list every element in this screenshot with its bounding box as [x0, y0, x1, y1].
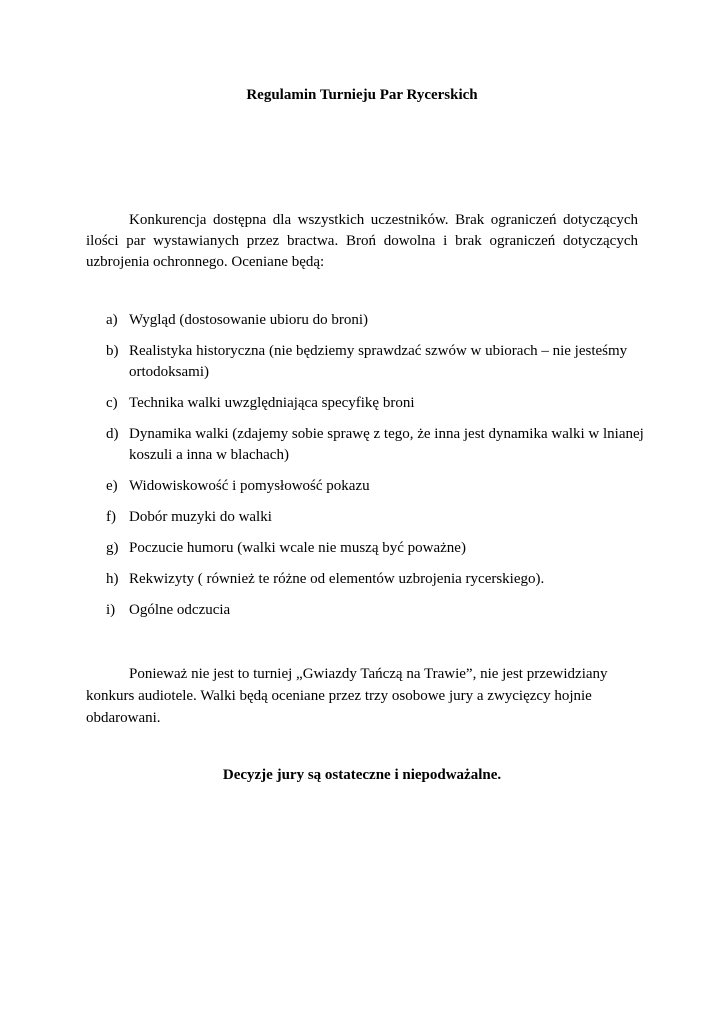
list-marker: b)	[106, 343, 119, 359]
list-item	[86, 569, 646, 590]
list-item	[86, 476, 646, 497]
document-title: Regulamin Turnieju Par Rycerskich	[246, 87, 478, 103]
list-item	[86, 393, 646, 414]
list-marker: a)	[106, 312, 118, 328]
list-marker: c)	[106, 395, 118, 411]
list-item	[86, 424, 646, 466]
list-item	[86, 600, 646, 621]
list-marker: i)	[106, 602, 116, 618]
list-marker: h)	[106, 571, 119, 587]
list-item-text: Realistyka historyczna (nie będziemy sprawdzać szwów w ubiorach – nie jesteśmy ortodoksami)	[129, 343, 628, 380]
list-item-text: Widowiskowość i pomysłowość pokazu	[129, 478, 370, 494]
list-item-text: Dobór muzyki do walki	[129, 509, 272, 525]
criteria-list	[86, 310, 646, 631]
list-item	[86, 341, 646, 383]
list-item-text: Rekwizyty ( również te różne od elementów uzbrojenia rycerskiego).	[129, 571, 545, 587]
list-item-text: Wygląd (dostosowanie ubioru do broni)	[129, 312, 369, 328]
list-marker: g)	[106, 540, 119, 556]
list-item-text: Dynamika walki (zdajemy sobie sprawę z tego, że inna jest dynamika walki w lnianej koszuli a inna w blachach)	[129, 426, 644, 463]
list-marker: e)	[106, 478, 118, 494]
list-marker: f)	[106, 509, 116, 525]
list-item-text: Ogólne odczucia	[129, 602, 231, 618]
list-item-text: Technika walki uwzględniająca specyfikę broni	[129, 395, 415, 411]
list-item-text: Poczucie humoru (walki wcale nie muszą być poważne)	[129, 540, 466, 556]
closing-statement: Decyzje jury są ostateczne i niepodważalne.	[222, 767, 502, 783]
intro-paragraph: Konkurencja dostępna dla wszystkich uczestników. Brak ograniczeń dotyczących ilości par wystawianych przez bractwa. Broń dowolna i brak ograniczeń dotyczących uzbrojenia ochronnego. Oceniane będą:	[86, 212, 638, 270]
list-marker: d)	[106, 426, 119, 442]
list-item	[86, 507, 646, 528]
list-item	[86, 310, 646, 331]
second-paragraph: Ponieważ nie jest to turniej „Gwiazdy Tańczą na Trawie”, nie jest przewidziany konkurs audiotele. Walki będą oceniane przez trzy osobowe jury a zwycięzcy hojnie obdarowani.	[86, 666, 608, 726]
list-item	[86, 538, 646, 559]
